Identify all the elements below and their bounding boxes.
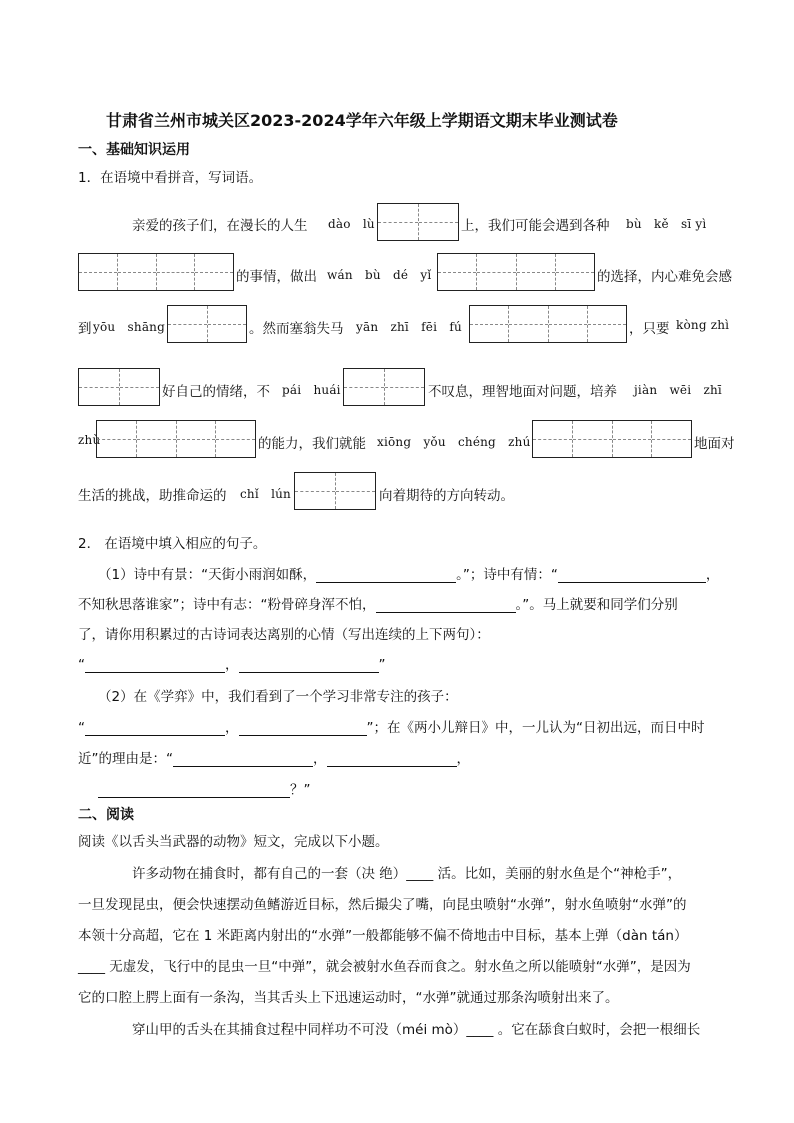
pinyin-daolu: dào lù — [328, 217, 375, 231]
question-2-prompt: 2． 在语境中填入相应的句子。 — [78, 536, 267, 552]
pinyin-wanbudeyi: wán bù dé yǐ — [327, 268, 432, 282]
q1-text: 不叹息，理智地面对问题，培养 — [428, 384, 617, 400]
pinyin-zhu: zhù — [78, 433, 101, 447]
answer-box-bukesiyi[interactable] — [78, 253, 234, 291]
answer-box-kongzhi[interactable] — [78, 368, 160, 406]
passage-line: 它的口腔上腭上面有一条沟，当其舌头上下迅速运动时，“水弹”就通过那条沟喷射出来了。 — [78, 990, 619, 1006]
section-heading-reading: 二、阅读 — [78, 807, 134, 823]
answer-box-xiongyouchengzhu[interactable] — [532, 420, 692, 458]
answer-blank[interactable] — [239, 721, 367, 736]
passage-line: 许多动物在捕食时，都有自己的一套（决 绝）____ 活。比如，美丽的射水鱼是个“神枪手”， — [132, 866, 682, 882]
q1-text: 到 — [78, 321, 92, 337]
pinyin-youshang: yōu shāng — [93, 320, 165, 334]
pinyin-paihuai: pái huái — [282, 383, 341, 397]
answer-box-wanbudeyi[interactable] — [437, 253, 595, 291]
q2-line-7: 近”的理由是：“ ， ， — [78, 751, 470, 767]
answer-blank[interactable] — [376, 598, 516, 613]
pinyin-chilun: chǐ lún — [240, 487, 291, 501]
q2-line-2: 不知秋思落谁家”；诗中有志：“粉骨碎身浑不怕， 。”。马上就要和同学们分别 — [78, 597, 678, 613]
q1-text: 亲爱的孩子们，在漫长的人生 — [132, 218, 308, 234]
answer-box-chilun[interactable] — [294, 472, 376, 510]
q2-line-3: 了，请你用积累过的古诗词表达离别的心情（写出连续的上下两句）： — [78, 627, 490, 643]
q2-line-6: “ ， ”；在《两小儿辩日》中，一儿认为“日初出远，而日中时 — [78, 720, 705, 736]
q1-text: 的能力，我们就能 — [258, 436, 366, 452]
page-title: 甘肃省兰州市城关区2023-2024学年六年级上学期语文期末毕业测试卷 — [106, 111, 618, 130]
pinyin-jianweizhi: jiàn wēi zhī — [634, 383, 722, 397]
answer-blank[interactable] — [558, 568, 706, 583]
answer-box-paihuai[interactable] — [343, 368, 425, 406]
passage-line: 本领十分高超，它在 1 米距离内射出的“水弹”一般都能够不偏不倚地击中目标，基本上弹（dàn tán） — [78, 928, 688, 944]
passage-line: 一旦发现昆虫，便会快速摆动鱼鳍游近目标，然后撮尖了嘴，向昆虫喷射“水弹”，射水鱼喷射“水弹”的 — [78, 897, 687, 913]
pinyin-kongzhi: kòng zhì — [676, 318, 730, 332]
answer-blank[interactable] — [173, 752, 313, 767]
q1-text: 的事情，做出 — [236, 269, 317, 285]
answer-box-yanzhifeifu[interactable] — [469, 305, 627, 343]
passage-line: ____ 无虚发，飞行中的昆虫一旦“中弹”，就会被射水鱼吞而食之。射水鱼之所以能喷射“水弹”，是因为 — [78, 959, 691, 975]
q1-text: 的选择，内心难免会感 — [597, 269, 732, 285]
answer-blank[interactable] — [327, 752, 457, 767]
q1-text: 生活的挑战，助推命运的 — [78, 488, 227, 504]
pinyin-xiongyouchengzhu: xiōng yǒu chéng zhú — [377, 435, 531, 449]
q1-text: 上，我们可能会遇到各种 — [461, 218, 610, 234]
section-heading-basics: 一、基础知识运用 — [78, 142, 190, 158]
pinyin-yanzhifeifu: yān zhī fēi fú — [356, 320, 462, 334]
q1-text: 。然而塞翁失马 — [249, 321, 344, 337]
q1-text: 地面对 — [694, 436, 735, 452]
q2-line-4: “ ， ” — [78, 657, 386, 673]
answer-blank[interactable] — [85, 658, 225, 673]
answer-box-youshang[interactable] — [167, 305, 247, 343]
question-1-prompt: 1．在语境中看拼音，写词语。 — [78, 170, 263, 186]
q1-text: ，只要 — [629, 321, 670, 337]
answer-blank[interactable] — [239, 658, 379, 673]
pinyin-bukesiyi: bù kě sī yì — [626, 217, 707, 231]
q2-line-1: （1）诗中有景：“天街小雨润如酥， 。”；诗中有情：“ ， — [98, 567, 720, 583]
q2-line-8: ？” — [98, 778, 311, 798]
q1-text: 好自己的情绪，不 — [162, 384, 270, 400]
q1-text: 向着期待的方向转动。 — [379, 488, 514, 504]
answer-blank[interactable] — [85, 721, 225, 736]
answer-box-daolu[interactable] — [377, 203, 459, 241]
answer-blank[interactable] — [316, 568, 456, 583]
answer-blank[interactable] — [98, 783, 290, 798]
answer-box-jianweizhizhu[interactable] — [96, 420, 256, 458]
passage-line: 穿山甲的舌头在其捕食过程中同样功不可没（méi mò）____ 。它在舔食白蚁时，会把一根细长 — [132, 1022, 701, 1038]
q2-line-5: （2）在《学弈》中，我们看到了一个学习非常专注的孩子： — [98, 689, 458, 705]
reading-intro: 阅读《以舌头当武器的动物》短文，完成以下小题。 — [78, 834, 389, 850]
